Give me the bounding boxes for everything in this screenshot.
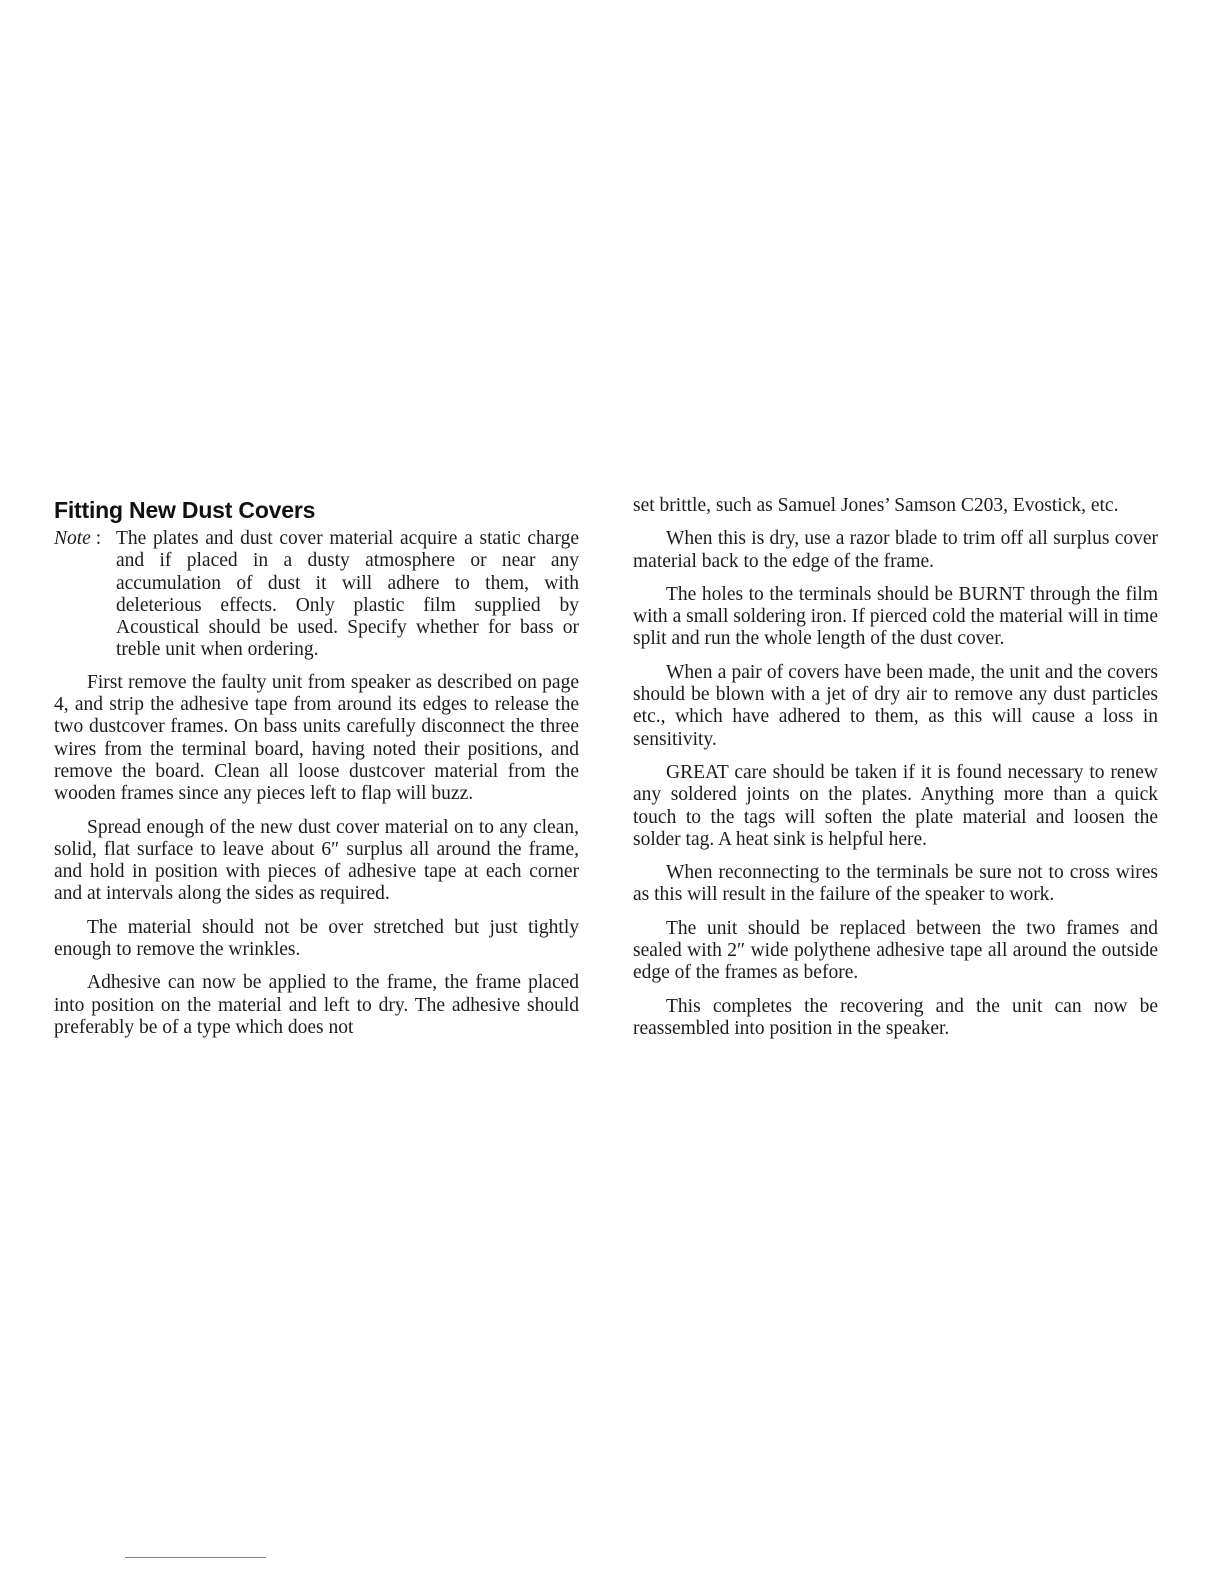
paragraph-trim: When this is dry, use a razor blade to trim off all surplus cover material back to the edge of the frame. [633,528,1158,572]
paragraph-stretch: The material should not be over stretched but just tightly enough to remove the wrinkles. [54,916,579,961]
note-label-word: Note [54,528,91,549]
note-label [54,528,116,662]
footer-rule [125,1557,266,1558]
note-text: The plates and dust cover material acquire a static charge and if placed in a dusty atmosphere or near any accumulation of dust it will adhere to them, with deleterious effects. Only plastic film supplied by Acoustical should be used. Specify whether for bass or treble unit when ordering. [116,528,579,661]
paragraph-blow-dust: When a pair of covers have been made, the unit and the covers should be blown with a jet of dry air to remove any dust particles etc., which have adhered to them, as this will cause a loss in sensitivity. [633,661,1158,750]
paragraph-remove-unit: First remove the faulty unit from speaker as described on page 4, and strip the adhesive tape from around its edges to release the two dustcover frames. On bass units carefully disconnect the three wires from the terminal board, having noted their positions, and remove the board. Clean all loose dustcover material from the wooden frames since any pieces left to flap will buzz. [54,671,579,805]
paragraph-replace-unit: The unit should be replaced between the two frames and sealed with 2″ wide polythene adhesive tape all around the outside edge of the frames as before. [633,917,1158,984]
right-column [633,495,1158,1051]
paragraph-reconnecting: When reconnecting to the terminals be sure not to cross wires as this will result in the failure of the speaker to work. [633,862,1158,906]
paragraph-completes: This completes the recovering and the unit can now be reassembled into position in the speaker. [633,995,1158,1039]
paragraph-adhesive: Adhesive can now be applied to the frame, the frame placed into position on the material and left to dry. The adhesive should preferably be of a type which does not [54,972,579,1038]
note-block [54,528,579,662]
paragraph-soldered-joints: GREAT care should be taken if it is found necessary to renew any soldered joints on the plates. Anything more than a quick touch to the tags will soften the plate material and loosen the solder tag. A heat sink is helpful here. [633,761,1158,850]
paragraph-spread-material: Spread enough of the new dust cover material on to any clean, solid, flat surface to leave about 6″ surplus all around the frame, and hold in position with pieces of adhesive tape at each corner and at intervals along the sides as required. [54,816,579,905]
paragraph-terminal-holes: The holes to the terminals should be BURNT through the film with a small soldering iron. If pierced cold the material will in time split and run the whole length of the dust cover. [633,583,1158,650]
note-label-separator: : [90,528,102,549]
left-column [54,495,579,1050]
paragraph-continuation: set brittle, such as Samuel Jones’ Samson C203, Evostick, etc. [633,495,1119,516]
section-heading: Fitting New Dust Covers [54,497,316,523]
